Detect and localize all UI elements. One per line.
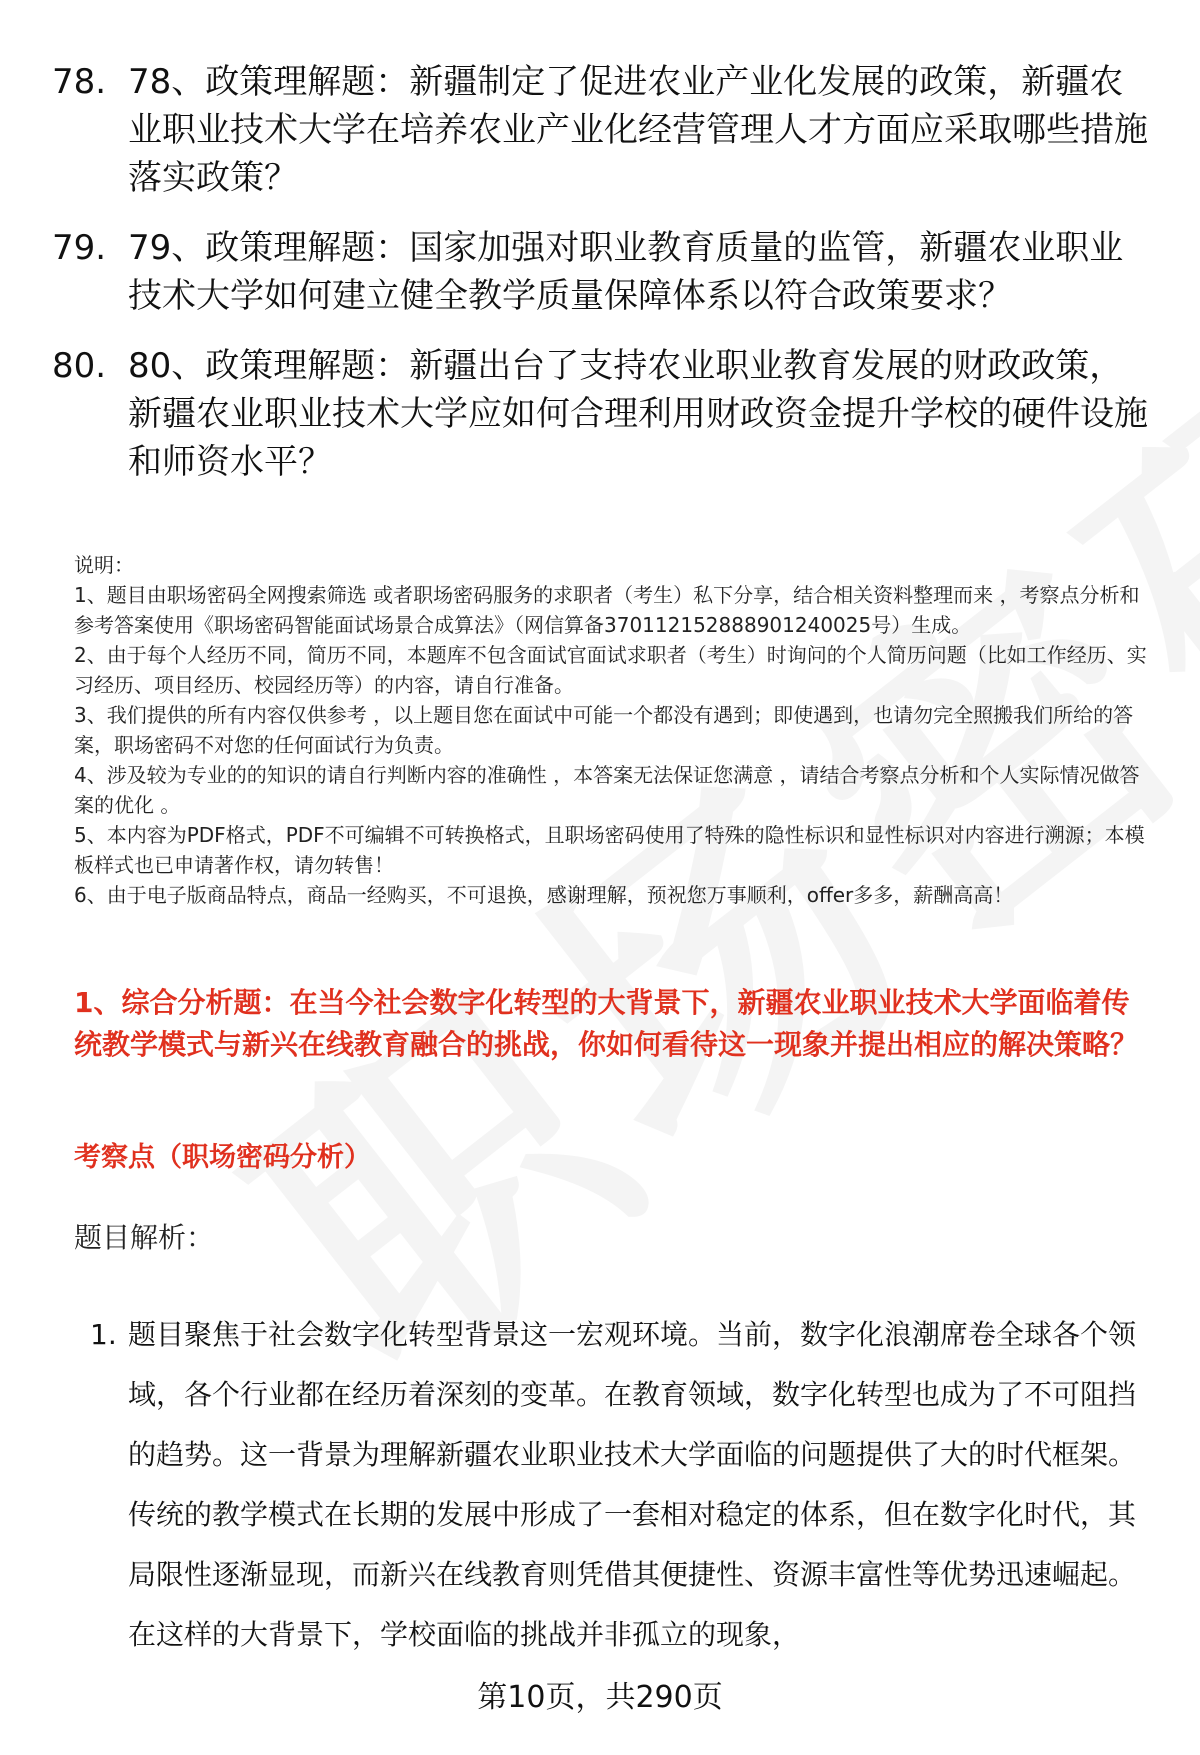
question-item [0, 342, 1200, 486]
question-item [0, 58, 1200, 202]
analysis-number: 1. [90, 1318, 117, 1351]
page-footer: 第10页，共290页 [477, 1680, 723, 1715]
note-item: 3、我们提供的所有内容仅供参考 ，以上题目您在面试中可能一个都没有遇到；即使遇到，也请勿完全照搬我们所给的答案，职场密码不对您的任何面试行为负责。 [74, 703, 1134, 757]
question-text: 79、政策理解题：国家加强对职业教育质量的监管，新疆农业职业技术大学如何建立健全教学质量保障体系以符合政策要求？ [128, 228, 1124, 316]
note-item: 6、由于电子版商品特点，商品一经购买，不可退换，感谢理解，预祝您万事顺利，offer多多，薪酬高高！ [74, 883, 1014, 907]
question-number: 80. [52, 346, 107, 386]
question-number: 79. [52, 228, 107, 268]
notes-section [74, 550, 1156, 910]
exam-point-heading: 考察点（职场密码分析） [74, 1142, 371, 1173]
analysis-heading: 题目解析： [74, 1221, 215, 1254]
note-item: 1、题目由职场密码全网搜索筛选 或者职场密码服务的求职者（考生）私下分享，结合相关资料整理而来 ，考察点分析和参考答案使用《职场密码智能面试场景合成算法》（网信算备370112152888901240025号）生成。 [74, 583, 1140, 637]
analysis-list [0, 1305, 1200, 1665]
main-question: 1、综合分析题：在当今社会数字化转型的大背景下，新疆农业职业技术大学面临着传统教学模式与新兴在线教育融合的挑战，你如何看待这一现象并提出相应的解决策略？ [74, 986, 1139, 1061]
question-number: 78. [52, 62, 107, 102]
question-item [0, 224, 1200, 320]
note-item: 4、涉及较为专业的的知识的请自行判断内容的准确性 ，本答案无法保证您满意 ，请结合考察点分析和个人实际情况做答案的优化 。 [74, 763, 1140, 817]
notes-title: 说明： [74, 553, 134, 577]
question-text: 78、政策理解题：新疆制定了促进农业产业化发展的政策，新疆农业职业技术大学在培养农业产业化经营管理人才方面应采取哪些措施落实政策？ [128, 62, 1148, 198]
note-item: 2、由于每个人经历不同，简历不同，本题库不包含面试官面试求职者（考生）时询问的个人简历问题（比如工作经历、实习经历、项目经历、校园经历等）的内容，请自行准备。 [74, 643, 1147, 697]
question-text: 80、政策理解题：新疆出台了支持农业职业教育发展的财政政策，新疆农业职业技术大学应如何合理利用财政资金提升学校的硬件设施和师资水平？ [128, 346, 1148, 482]
question-list [0, 58, 1200, 508]
analysis-text: 题目聚焦于社会数字化转型背景这一宏观环境。当前，数字化浪潮席卷全球各个领域，各个行业都在经历着深刻的变革。在教育领域，数字化转型也成为了不可阻挡的趋势。这一背景为理解新疆农业职业技术大学面临的问题提供了大的时代框架。传统的教学模式在长期的发展中形成了一套相对稳定的体系，但在数字化时代，其局限性逐渐显现，而新兴在线教育则凭借其便捷性、资源丰富性等优势迅速崛起。在这样的大背景下，学校面临的挑战并非孤立的现象， [128, 1318, 1137, 1651]
note-item: 5、本内容为PDF格式，PDF不可编辑不可转换格式，且职场密码使用了特殊的隐性标识和显性标识对内容进行溯源；本模板样式也已申请著作权，请勿转售！ [74, 823, 1145, 877]
